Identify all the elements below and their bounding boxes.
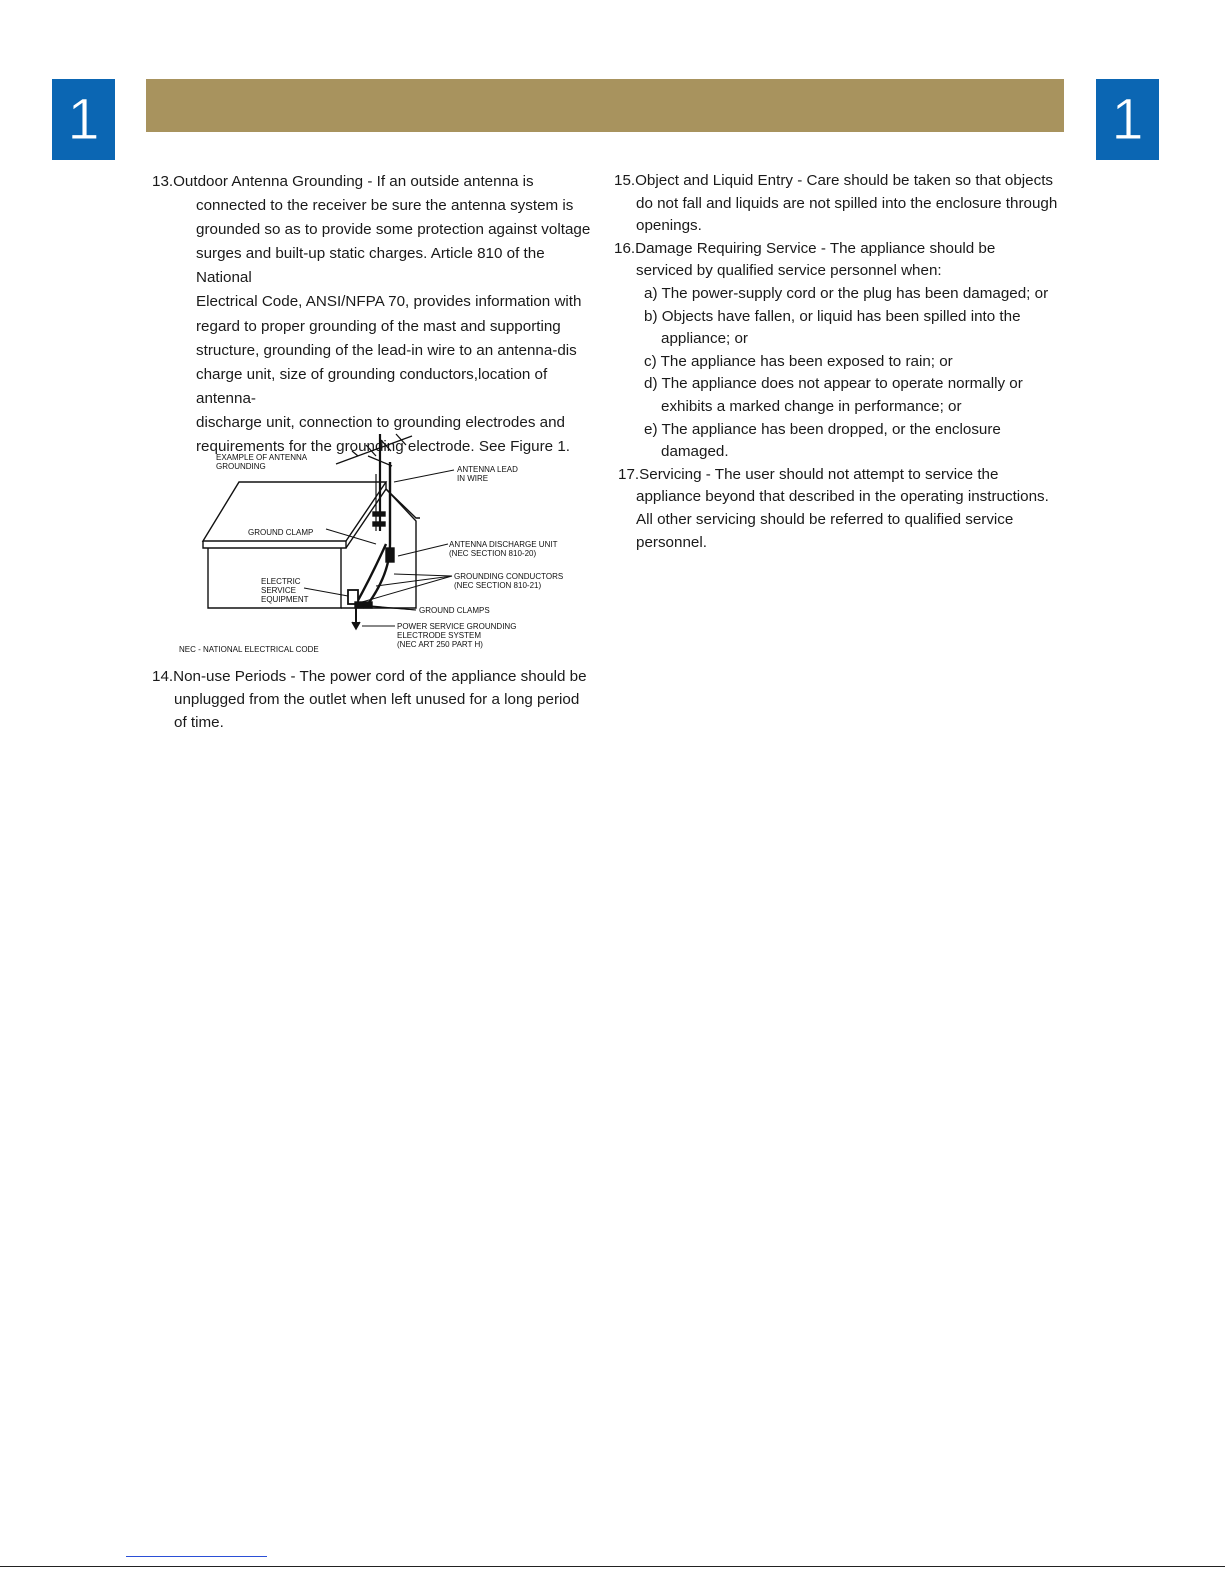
label-power-service: POWER SERVICE GROUNDING <box>397 622 517 631</box>
label-discharge-unit: (NEC SECTION 810-20) <box>449 549 537 558</box>
text-line: serviced by qualified service personnel when: <box>636 262 942 280</box>
figure-title: EXAMPLE OF ANTENNA <box>216 453 308 462</box>
label-power-service: ELECTRODE SYSTEM <box>397 631 482 640</box>
chapter-number: 1 <box>1111 86 1144 152</box>
text-line: All other servicing should be referred to qualified service <box>636 510 1014 528</box>
text-line: grounded so as to provide some protection against voltage <box>196 221 591 239</box>
label-ground-clamp: GROUND CLAMP <box>248 528 314 537</box>
text-line: requirements for the grounding electrode. See Figure 1. <box>196 438 570 456</box>
label-electric-service: ELECTRIC <box>261 577 301 586</box>
item-13-body <box>174 194 602 459</box>
label-grounding-conductors: GROUNDING CONDUCTORS <box>454 572 564 581</box>
right-column <box>614 170 1064 554</box>
label-power-service: (NEC ART 250 PART H) <box>397 640 483 649</box>
text-line: 15.Object and Liquid Entry - Care should be taken so that objects <box>614 172 1054 189</box>
item-14 <box>152 665 602 734</box>
label-nec: NEC - NATIONAL ELECTRICAL CODE <box>179 645 319 654</box>
sub-item-b-cont: appliance; or <box>661 330 748 348</box>
chapter-tab-left <box>52 79 115 160</box>
figure-title: GROUNDING <box>216 462 266 471</box>
text-line: regard to proper grounding of the mast and supporting <box>196 317 561 335</box>
text-line: charge unit, size of grounding conductors,location of antenna- <box>196 365 548 407</box>
text-line: 13.Outdoor Antenna Grounding - If an outside antenna is <box>152 173 534 190</box>
item-13 <box>152 170 602 459</box>
grounding-conductor <box>356 544 386 604</box>
label-electric-service: SERVICE <box>261 586 296 595</box>
chapter-tab-right <box>1096 79 1159 160</box>
left-column <box>152 170 602 459</box>
label-grounding-conductors: (NEC SECTION 810-21) <box>454 581 542 590</box>
text-line: of time. <box>174 714 224 731</box>
item-17 <box>614 464 1064 554</box>
text-line: 14.Non-use Periods - The power cord of the appliance should be <box>152 668 587 685</box>
sub-item-c: c) The appliance has been exposed to rain; or <box>644 352 953 370</box>
text-line: connected to the receiver be sure the antenna system is <box>196 197 574 215</box>
section-header-bar <box>146 79 1064 132</box>
sub-item-e: e) The appliance has been dropped, or the enclosure <box>644 420 1001 438</box>
text-line: do not fall and liquids are not spilled into the enclosure through <box>636 194 1058 212</box>
text-line: structure, grounding of the lead-in wire to an antenna-dis <box>196 341 577 359</box>
text-line: appliance beyond that described in the operating instructions. <box>636 488 1049 506</box>
sub-item-a: a) The power-supply cord or the plug has been damaged; or <box>644 284 1049 302</box>
footer-link-underline[interactable] <box>126 1556 267 1557</box>
label-antenna-lead: IN WIRE <box>457 474 489 483</box>
text-line: 16.Damage Requiring Service - The appliance should be <box>614 239 996 257</box>
text-line: openings. <box>636 217 702 235</box>
ground-clamp <box>373 512 385 516</box>
item-16 <box>614 238 1064 464</box>
label-ground-clamps: GROUND CLAMPS <box>419 606 490 615</box>
sub-item-b: b) Objects have fallen, or liquid has been spilled into the <box>644 307 1021 325</box>
sub-item-e-cont: damaged. <box>661 443 729 461</box>
label-discharge-unit: ANTENNA DISCHARGE UNIT <box>449 540 558 549</box>
text-line: unplugged from the outlet when left unused for a long period <box>174 691 580 708</box>
text-line: 17.Servicing - The user should not attempt to service the <box>618 465 999 483</box>
sub-item-d-cont: exhibits a marked change in performance; or <box>661 397 962 415</box>
antenna-elements <box>336 434 412 466</box>
text-line: discharge unit, connection to grounding electrodes and <box>196 413 565 431</box>
text-line: surges and built-up static charges. Article 810 of the National <box>196 245 545 287</box>
text-line: Electrical Code, ANSI/NFPA 70, provides information with <box>196 293 582 311</box>
label-antenna-lead: ANTENNA LEAD <box>457 465 518 474</box>
sub-item-d: d) The appliance does not appear to operate normally or <box>644 375 1023 393</box>
label-electric-service: EQUIPMENT <box>261 595 309 604</box>
item-15 <box>614 170 1064 238</box>
discharge-unit <box>386 548 394 562</box>
text-line: personnel. <box>636 533 707 551</box>
antenna-grounding-figure <box>176 426 578 656</box>
chapter-number: 1 <box>67 86 100 152</box>
footer-rule <box>0 1566 1225 1567</box>
